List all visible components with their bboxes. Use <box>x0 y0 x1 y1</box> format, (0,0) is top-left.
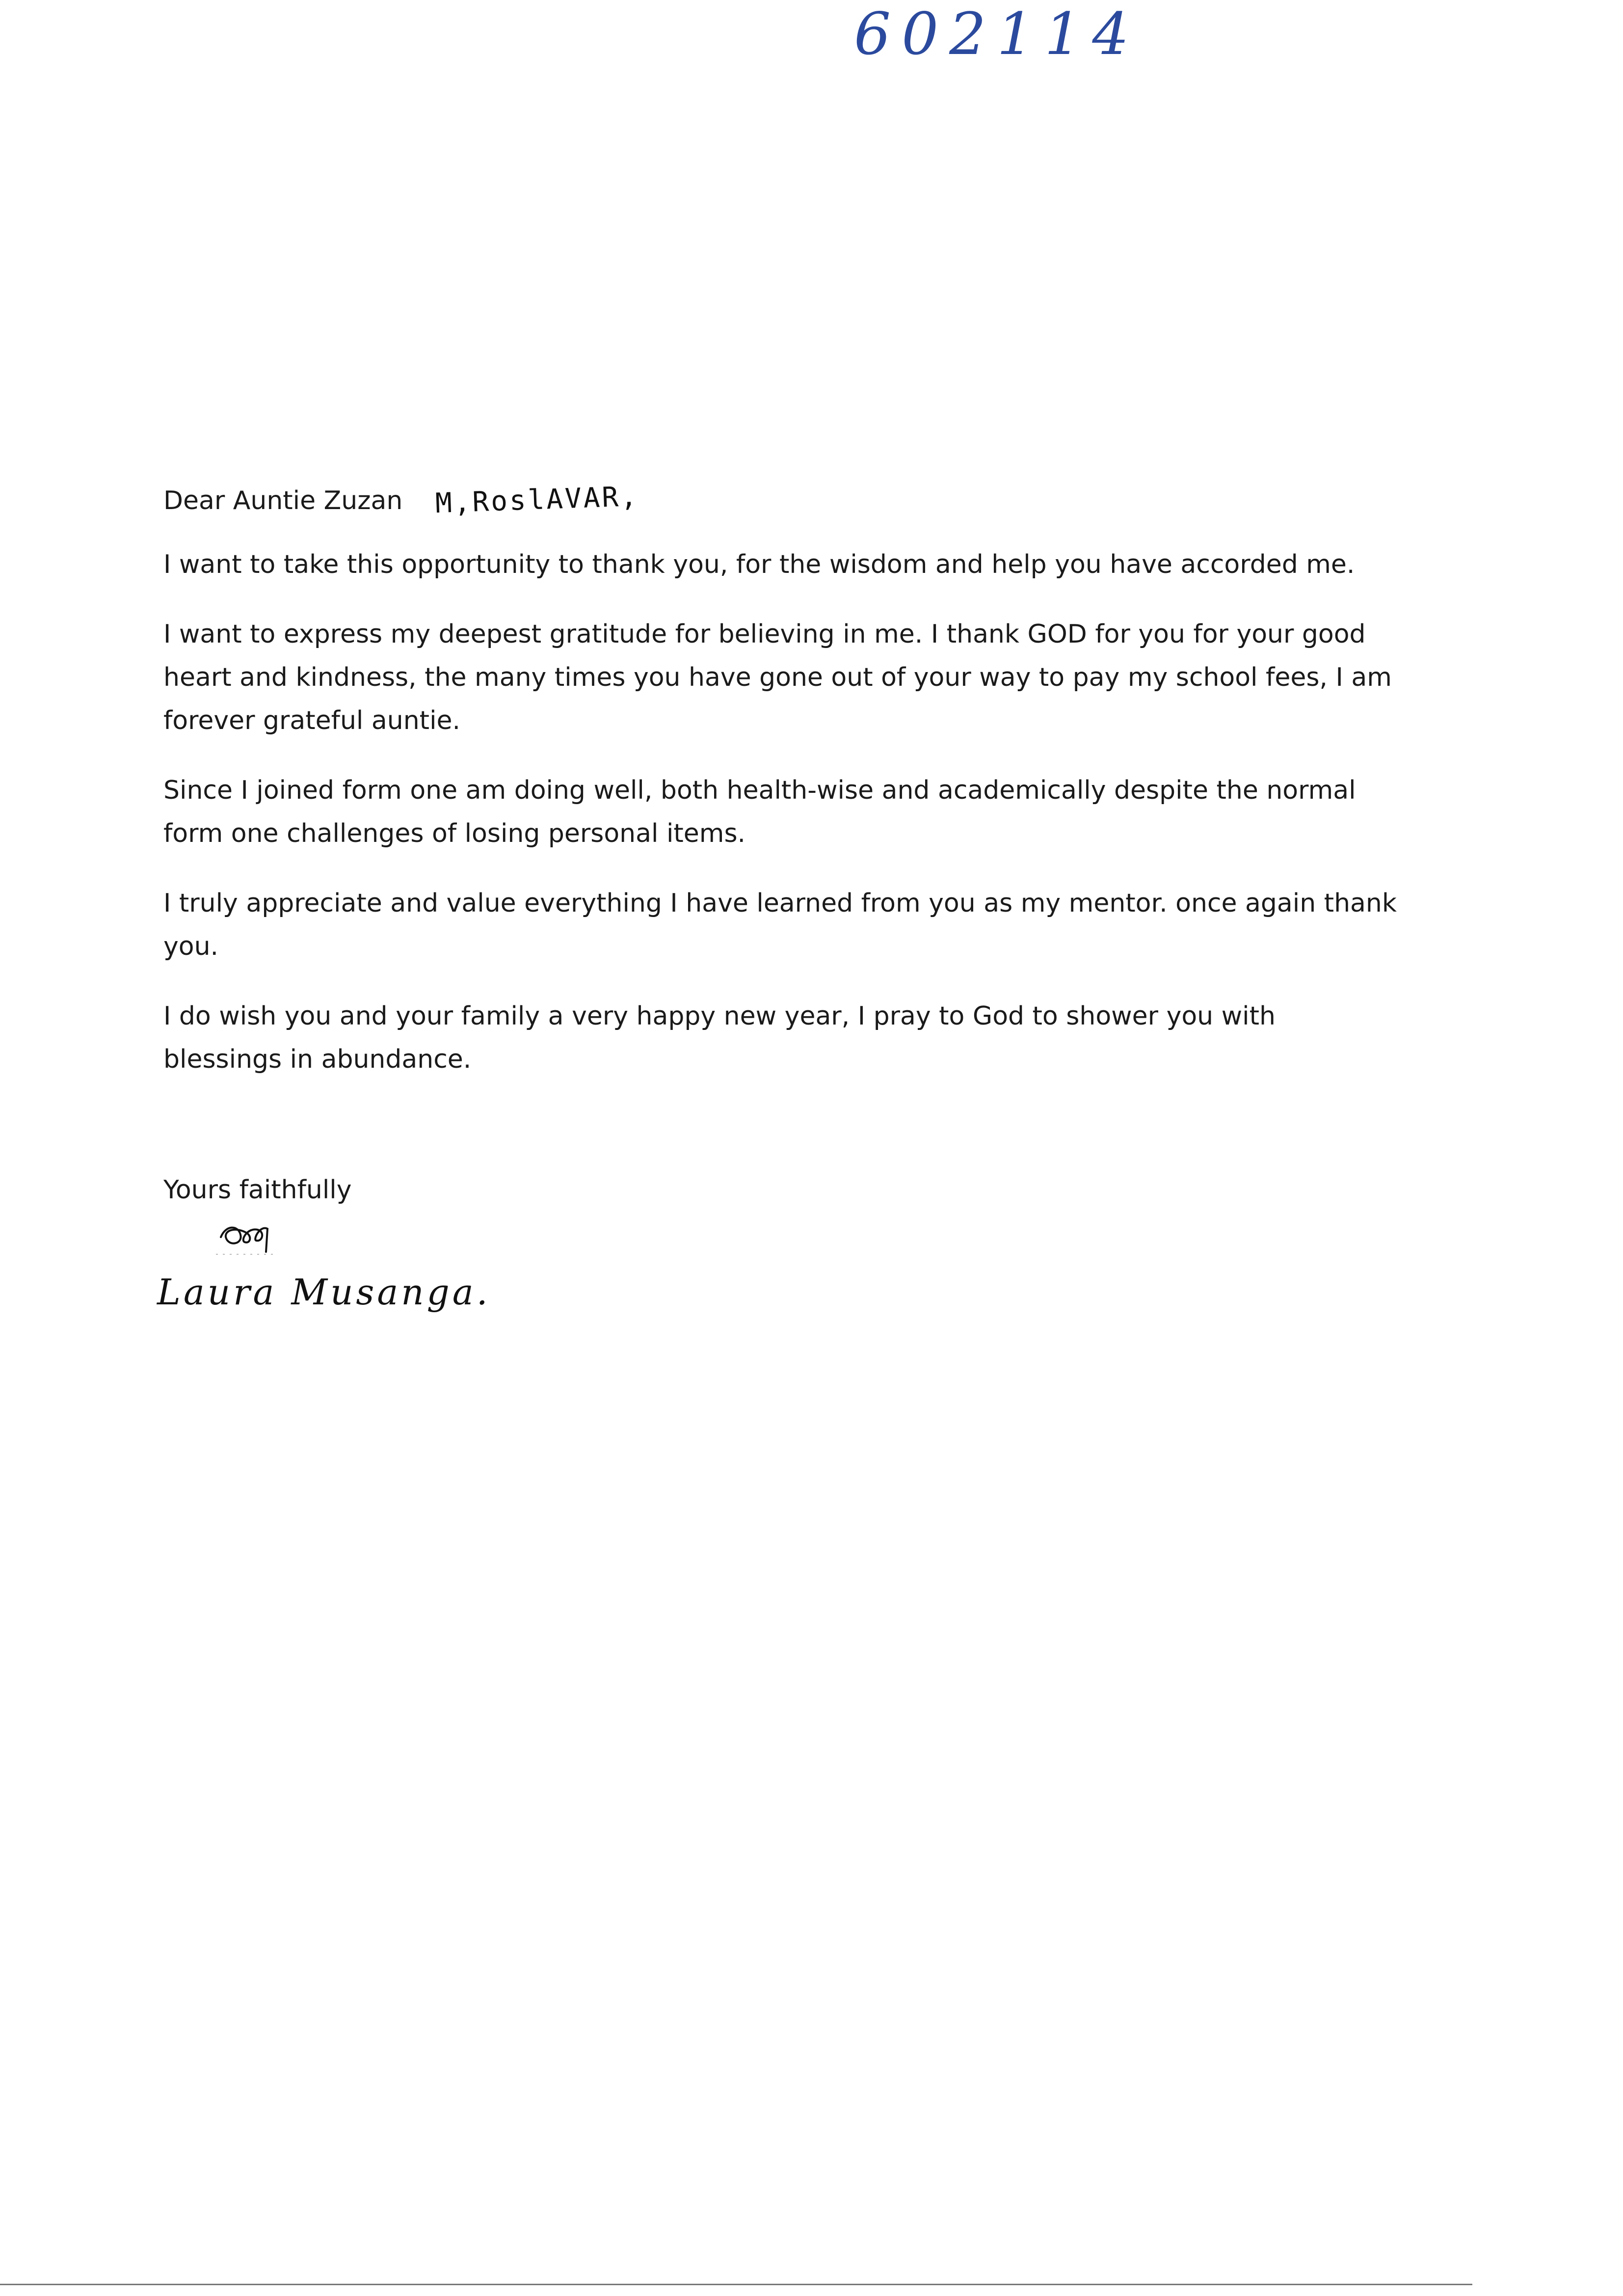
paragraph: Since I joined form one am doing well, both health-wise and academically despite the normal form one challenges of losing personal items. <box>163 776 1356 848</box>
paragraph: I want to take this opportunity to thank you, for the wisdom and help you have accorded me. <box>163 550 1355 579</box>
paragraph: I do wish you and your family a very happy new year, I pray to God to shower you with blessings in abundance. <box>163 1001 1276 1074</box>
signature-name: Laura Musanga. <box>157 1271 491 1313</box>
closing: Yours faithfully <box>163 1175 352 1205</box>
signature-scribble <box>211 1215 285 1259</box>
reference-number: 602114 <box>854 0 1140 68</box>
salutation-line <box>163 479 1400 522</box>
scan-edge-line <box>0 2284 1472 2285</box>
salutation-handwritten-name: M,RoslAVAR, <box>434 480 639 520</box>
letter-body <box>163 479 1400 1107</box>
paragraph: I want to express my deepest gratitude for believing in me. I thank GOD for you for your good heart and kindness, the many times you have gone out of your way to pay my school fees, I am forever grateful auntie. <box>163 620 1392 735</box>
salutation: Dear Auntie Zuzan <box>163 486 403 515</box>
paragraph: I truly appreciate and value everything I have learned from you as my mentor. once again thank you. <box>163 889 1397 961</box>
